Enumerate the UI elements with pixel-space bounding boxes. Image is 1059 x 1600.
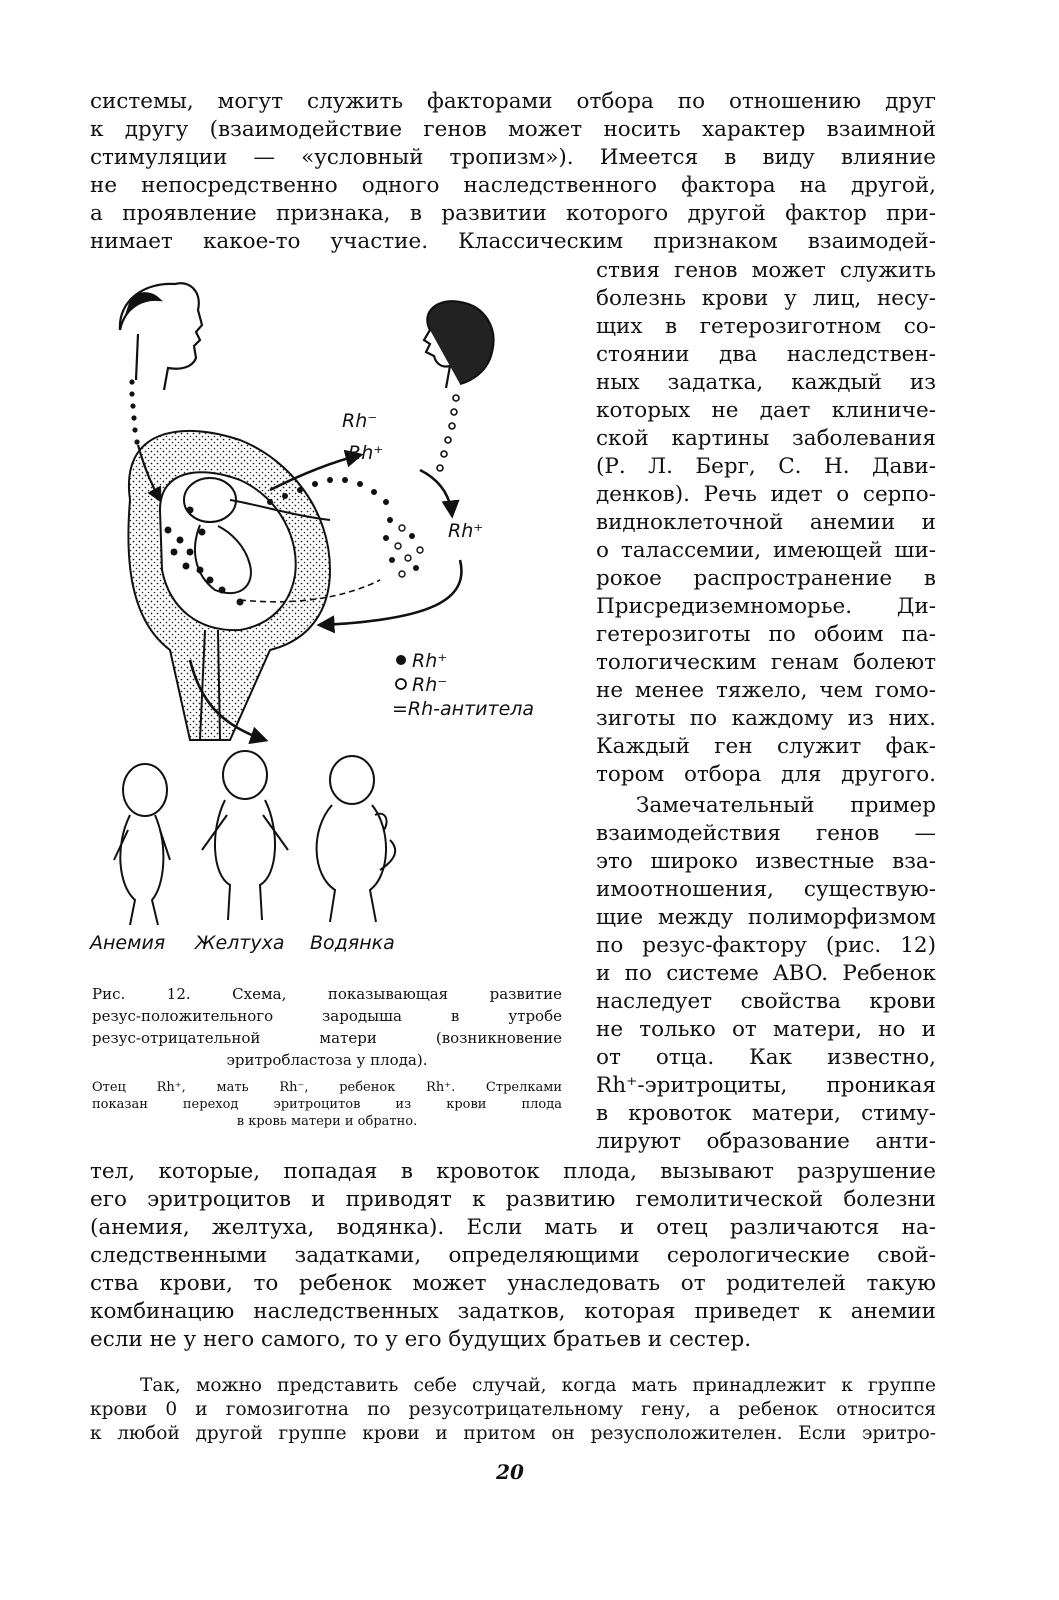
text-line: его эритроцитов и приводят к развитию гемолитической болезни xyxy=(90,1187,936,1212)
arrow-back-to-fetus xyxy=(320,560,461,625)
text-line: щие между полиморфизмом xyxy=(596,905,936,930)
mother-head xyxy=(424,301,493,388)
baby-label-dropsy: Водянка xyxy=(310,932,395,954)
text-line: к любой другой группе крови и притом он резусположителен. Если эритро- xyxy=(90,1423,936,1444)
mixed-blood-cluster xyxy=(383,517,423,577)
text-line: и по системе ABO. Ребенок xyxy=(596,961,936,986)
text-line: не только от матери, но и xyxy=(596,1017,936,1042)
caption-note-line: в кровь матери и обратно. xyxy=(236,1114,418,1129)
text-line: стимуляции — «условный тропизм»). Имеется в виду влияние xyxy=(90,145,936,170)
text-line: болезнь крови у лиц, несу- xyxy=(596,286,936,311)
caption-note-line: показан переход эритроцитов из крови плода xyxy=(92,1097,562,1112)
text-line: если не у него самого, то у его будущих братьев и сестер. xyxy=(90,1327,752,1352)
legend-hollow-label: Rh⁻ xyxy=(412,674,448,696)
text-line: комбинацию наследственных задатков, которая приведет к анемии xyxy=(90,1299,936,1324)
legend-hollow-dot xyxy=(396,679,406,689)
text-line: лируют образование анти- xyxy=(596,1129,936,1154)
text-line: взаимодействия генов — xyxy=(596,821,936,846)
baby-dropsy xyxy=(317,756,396,922)
father-dots xyxy=(129,379,139,444)
text-line: от отца. Как известно, xyxy=(596,1045,936,1070)
text-line: Каждый ген служит фак- xyxy=(596,734,936,759)
text-line: Замечательный пример xyxy=(636,793,936,818)
baby-jaundice xyxy=(202,751,288,920)
text-line: имоотношения, существую- xyxy=(596,877,936,902)
arrow-rh-plus xyxy=(420,470,452,515)
text-line: ской картины заболевания xyxy=(596,426,936,451)
legend-antibody-label: =Rh-антитела xyxy=(392,698,535,720)
label-rh-plus-right: Rh⁺ xyxy=(448,520,484,542)
baby-anemia xyxy=(114,764,170,925)
figure-rh-diagram xyxy=(90,270,580,970)
text-line: следственными задатками, определяющими серологические свой- xyxy=(90,1243,936,1268)
legend-filled-label: Rh⁺ xyxy=(412,650,448,672)
father-head xyxy=(120,283,202,390)
text-line: тологическим генам болеют xyxy=(596,650,936,675)
figure-drawing xyxy=(90,270,580,970)
text-line: Присредиземноморье. Ди- xyxy=(596,594,936,619)
text-line: ства крови, то ребенок может унаследовать от родителей такую xyxy=(90,1271,936,1296)
text-line: стоянии два наследствен- xyxy=(596,342,936,367)
text-line: щих в гетерозиготном со- xyxy=(596,314,936,339)
text-line: в кровоток матери, стиму- xyxy=(596,1101,936,1126)
text-line: тором отбора для другого. xyxy=(596,762,936,787)
caption-line: резус-положительного зародыша в утробе xyxy=(92,1007,562,1025)
text-line: тел, которые, попадая в кровоток плода, вызывают разрушение xyxy=(90,1159,936,1184)
text-line: (Р. Л. Берг, С. Н. Дави- xyxy=(596,454,936,479)
caption-line: резус-отрицательной матери (возникновение xyxy=(92,1029,562,1047)
text-line: нимает какое-то участие. Классическим признаком взаимодей- xyxy=(90,229,936,254)
text-line: зиготы по каждому из них. xyxy=(596,706,936,731)
text-line: это широко известные вза- xyxy=(596,849,936,874)
legend-filled-dot xyxy=(396,655,406,665)
text-line: которых не дает клиниче- xyxy=(596,398,936,423)
page-number: 20 xyxy=(496,1460,524,1484)
text-line: а проявление признака, в развитии которого другой фактор при- xyxy=(90,201,936,226)
text-line: к другу (взаимодействие генов может носить характер взаимной xyxy=(90,117,936,142)
text-line: Так, можно представить себе случай, когда мать принадлежит к группе xyxy=(140,1375,936,1396)
text-line: (анемия, желтуха, водянка). Если мать и отец различаются на- xyxy=(90,1215,936,1240)
baby-label-jaundice: Желтуха xyxy=(195,932,285,954)
text-line: видноклеточной анемии и xyxy=(596,510,936,535)
caption-note-line: Отец Rh⁺, мать Rh⁻, ребенок Rh⁺. Стрелками xyxy=(92,1080,562,1095)
text-line: крови 0 и гомозиготна по резусотрицательному гену, а ребенок относится xyxy=(90,1399,936,1420)
text-line: гетерозиготы по обоим па- xyxy=(596,622,936,647)
baby-label-anemia: Анемия xyxy=(90,932,166,954)
text-line: рокое распространение в xyxy=(596,566,936,591)
text-line: системы, могут служить факторами отбора по отношению друг xyxy=(90,89,936,114)
text-line: Rh⁺-эритроциты, проникая xyxy=(596,1073,936,1098)
text-line: ствия генов может служить xyxy=(596,258,936,283)
caption-line: Рис. 12. Схема, показывающая развитие xyxy=(92,985,562,1003)
text-line: наследует свойства крови xyxy=(596,989,936,1014)
text-line: не непосредственно одного наследственного фактора на другой, xyxy=(90,173,936,198)
text-line: ных задатка, каждый из xyxy=(596,370,936,395)
label-rh-minus: Rh⁻ xyxy=(342,410,378,432)
text-line: о талассемии, имеющей ши- xyxy=(596,538,936,563)
text-line: не менее тяжело, чем гомо- xyxy=(596,678,936,703)
label-rh-plus-top: Rh⁺ xyxy=(348,442,384,464)
text-line: по резус-фактору (рис. 12) xyxy=(596,933,936,958)
mother-dots xyxy=(437,395,459,471)
text-line: денков). Речь идет о серпо- xyxy=(596,482,936,507)
caption-line: эритробластоза у плода). xyxy=(226,1051,428,1069)
